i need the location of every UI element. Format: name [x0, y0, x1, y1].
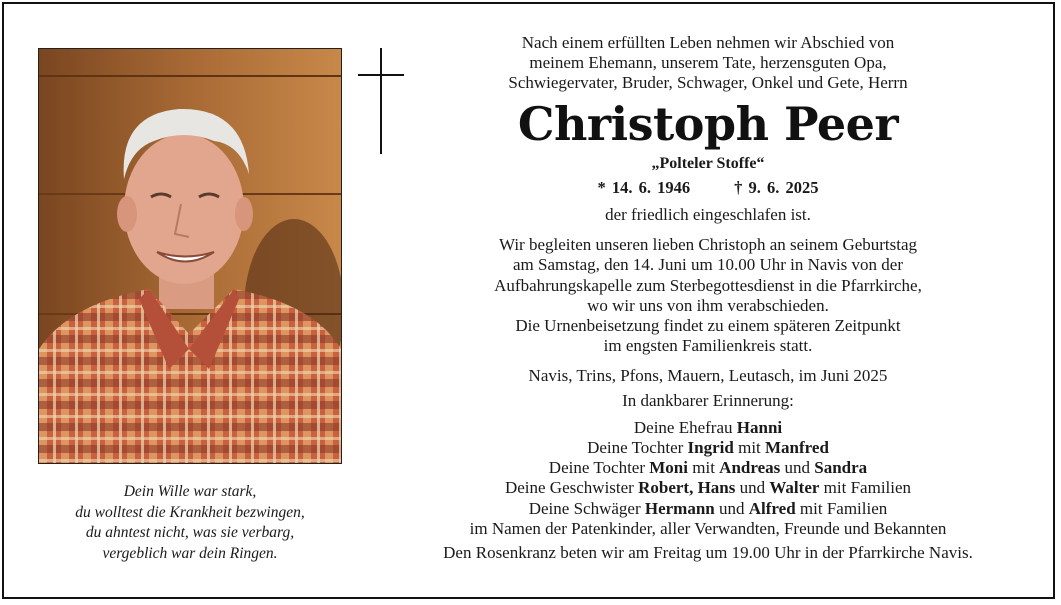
deceased-name: Christoph Peer	[517, 96, 899, 151]
memorial-verse	[30, 482, 350, 564]
intro-line: Nach einem erfüllten Leben nehmen wir Abschied von	[521, 33, 895, 52]
mourner-line: Deine Schwäger Hermann und Alfred mit Familien	[528, 498, 888, 518]
verse-line: du ahntest nicht, was sie verbarg,	[85, 524, 295, 541]
funeral-line: am Samstag, den 14. Juni um 10.00 Uhr in Navis von der	[512, 255, 903, 275]
mourner-line: Deine Ehefrau Hanni	[633, 417, 783, 437]
intro-line: Schwiegervater, Bruder, Schwager, Onkel und Gete, Herrn	[508, 73, 908, 93]
portrait-photo	[38, 48, 342, 464]
intro-line: meinem Ehemann, unserem Tate, herzensguten Opa,	[529, 53, 887, 73]
funeral-info	[380, 235, 1036, 356]
funeral-line: Die Urnenbeisetzung findet zu einem späteren Zeitpunkt	[515, 316, 901, 336]
funeral-line: Wir begleiten unseren lieben Christoph an seinem Geburtstag	[498, 235, 918, 255]
mourner-line: Deine Geschwister Robert, Hans und Walter mit Familien	[504, 478, 912, 498]
rosary-info: Den Rosenkranz beten wir am Freitag um 19.00 Uhr in der Pfarrkirche Navis.	[443, 543, 973, 563]
mourner-line: im Namen der Patenkinder, aller Verwandten, Freunde und Bekannten	[469, 518, 947, 538]
mourner-line: Deine Tochter Moni mit Andreas und Sandra	[548, 458, 868, 478]
nickname: „Polteler Stoffe“	[651, 154, 765, 172]
verse-line: Dein Wille war stark,	[123, 483, 257, 500]
remembrance-heading: In dankbarer Erinnerung:	[622, 390, 794, 410]
verse-line: du wolltest die Krankheit bezwingen,	[75, 503, 305, 521]
death-date: † 9. 6. 2025	[734, 177, 819, 197]
mourners-list	[380, 418, 1036, 539]
birth-date: * 14. 6. 1946	[597, 177, 691, 197]
mourner-line: Deine Tochter Ingrid mit Manfred	[587, 438, 829, 458]
passed-text: der friedlich eingeschlafen ist.	[605, 205, 811, 225]
funeral-line: Aufbahrungskapelle zum Sterbegottesdienst in die Pfarrkirche,	[494, 275, 922, 295]
place-date: Navis, Trins, Pfons, Mauern, Leutasch, im Juni 2025	[528, 366, 888, 386]
obituary-text	[380, 33, 1036, 563]
funeral-line: im engsten Familienkreis statt.	[603, 336, 813, 356]
verse-line: vergeblich war dein Ringen.	[102, 544, 278, 562]
portrait-image	[39, 49, 341, 463]
funeral-line: wo wir uns von ihm verabschieden.	[587, 295, 829, 315]
life-dates	[380, 178, 1036, 198]
